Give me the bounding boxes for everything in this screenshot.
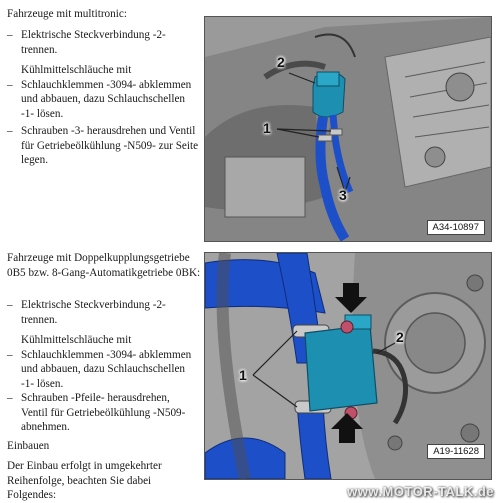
figure-1-callout-2: 2 [277, 54, 285, 70]
section2-step-2: – Kühlmittelschläuche mit Schlauchklemmen -3094- abklemmen und abbauen, dazu Schlauchschellen -1- lösen. [7, 334, 192, 390]
section1-step-2: – Kühlmittelschläuche mit Schlauchklemmen -3094- abklemmen und abbauen, dazu Schlauchschellen -1- lösen. [7, 64, 192, 120]
section3-heading: Einbauen [7, 440, 50, 452]
section2-step-1: – Elektrische Steckverbindung -2- trennen. [7, 299, 166, 326]
section1-heading: Fahrzeuge mit multitronic: [7, 8, 127, 20]
section2-step-3: – Schrauben -Pfeile- herausdrehen, Ventil für Getriebeölkühlung -N509- abnehmen. [7, 392, 186, 434]
section1-step-1: – Elektrische Steckverbindung -2- trennen. [7, 29, 166, 56]
list-dash: – [7, 299, 13, 311]
section3-body: Der Einbau erfolgt in umgekehrter Reihenfolge, beachten Sie dabei Folgendes: [7, 460, 162, 502]
figure-2-callout-2: 2 [396, 329, 404, 345]
section1-step-3: – Schrauben -3- herausdrehen und Ventil für Getriebeölkühlung -N509- zur Seite legen. [7, 125, 199, 167]
figure-1-illustration [204, 16, 492, 242]
figure-1-code: A34-10897 [427, 220, 485, 235]
figure-2-callout-1: 1 [239, 367, 247, 383]
list-dash: – [7, 78, 13, 91]
list-dash: – [7, 392, 13, 404]
figure-2-illustration [204, 252, 492, 480]
watermark-logo: www.MOTOR-TALK.de [347, 484, 494, 499]
figure-1-callout-1: 1 [263, 120, 271, 136]
figure-1-drawing [205, 17, 491, 241]
figure-2-code: A19-11628 [427, 444, 485, 459]
list-dash: – [7, 29, 13, 41]
figure-1-callout-3: 3 [339, 187, 347, 203]
section2-heading: Fahrzeuge mit Doppelkupplungsgetriebe 0B5 bzw. 8-Gang-Automatikgetriebe 0BK: [7, 252, 201, 279]
list-dash: – [7, 348, 13, 361]
list-dash: – [7, 125, 13, 137]
